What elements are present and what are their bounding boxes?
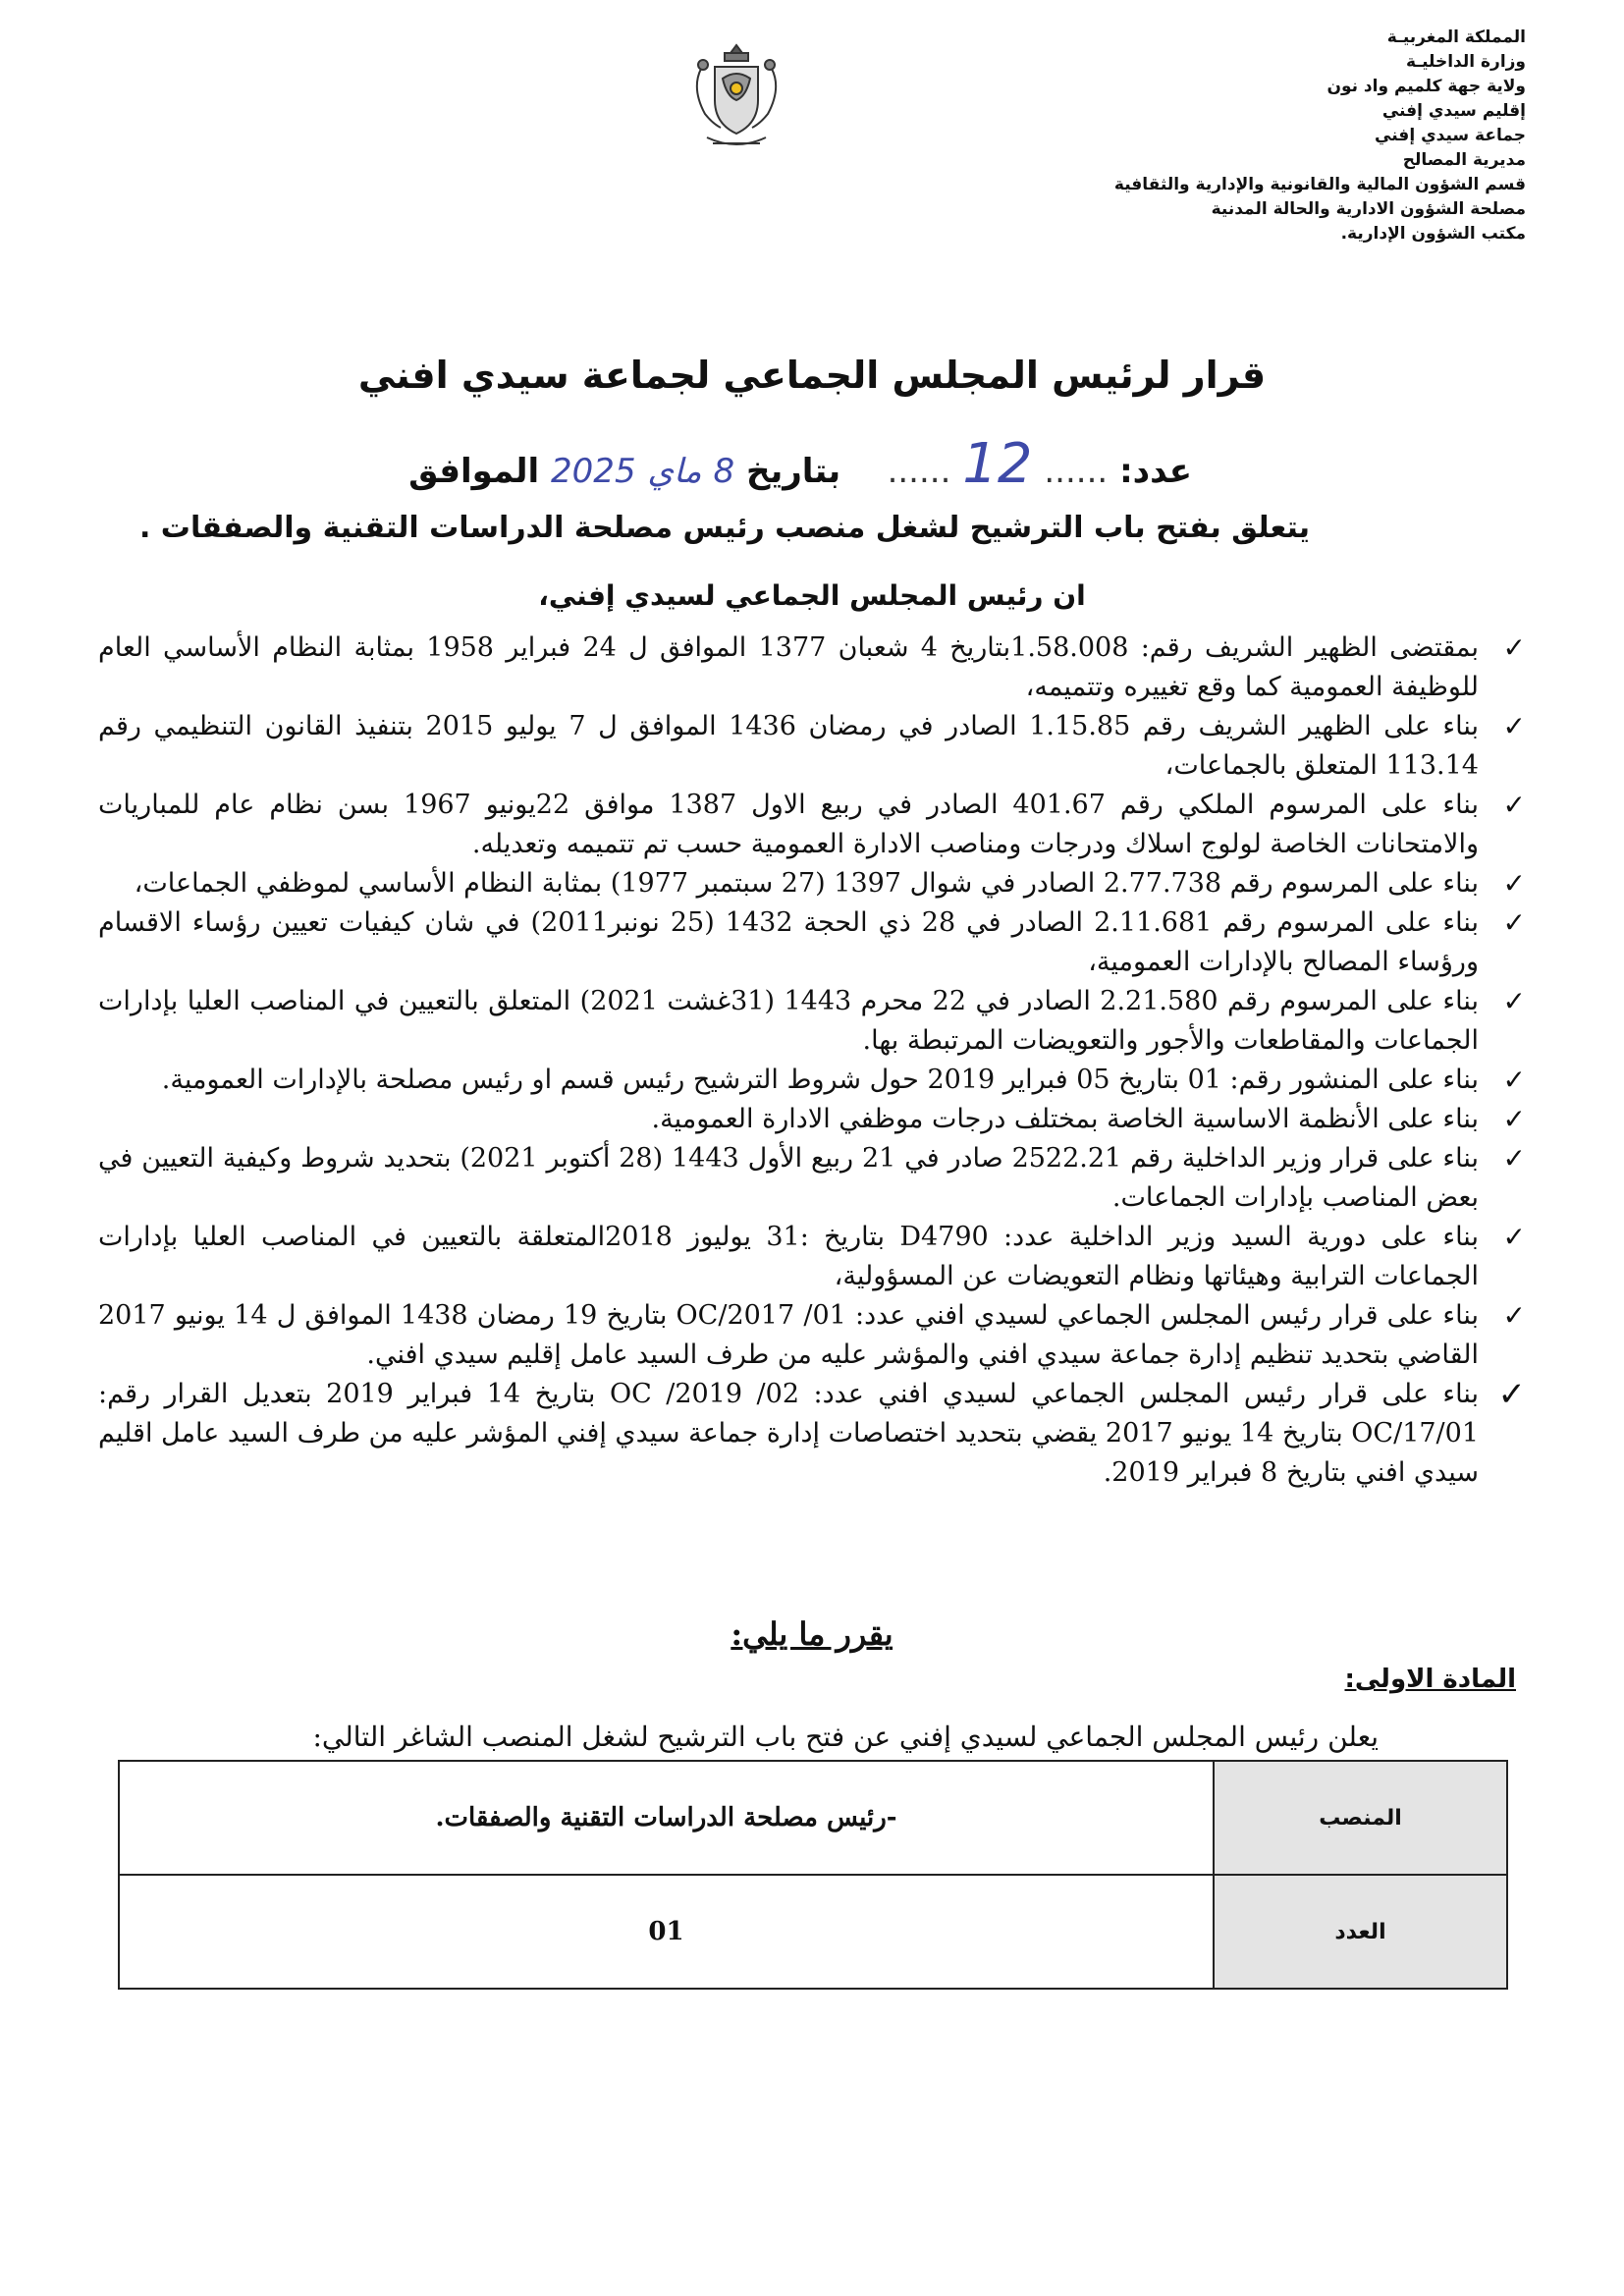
checkmark-icon: ✓ (1502, 906, 1526, 939)
date-label: بتاريخ (745, 452, 841, 491)
checkmark-icon: ✓ (1502, 631, 1526, 664)
legal-reference-item: ✓ بناء على قرار وزير الداخلية رقم 2522.21 صادر في 21 ربيع الأول 1443 (28 أكتوبر 2021) بتحديد شروط وكيفية التعيين في بعض المناصب بإدارات الجماعات. (98, 1139, 1526, 1218)
announcement-text: يعلن رئيس المجلس الجماعي لسيدي إفني عن فتح باب الترشيح لشغل المنصب الشاغر التالي: (312, 1721, 1379, 1753)
legal-reference-item: ✓ بناء على الأنظمة الاساسية الخاصة بمختلف درجات موظفي الادارة العمومية. (98, 1100, 1526, 1139)
legal-reference-item: ✓ بناء على قرار رئيس المجلس الجماعي لسيدي افني عدد: 01/ 2017/OC بتاريخ 19 رمضان 1438 الموافق ل 14 يونيو 2017 القاضي بتحديد تنظيم إدارة جماعة سيدي افني والمؤشر عليه من طرف السيد عامل إقليم سيدي افني. (98, 1296, 1526, 1375)
table-label-cell: العدد (1214, 1875, 1507, 1989)
dots: ...... (1044, 452, 1109, 491)
administrative-header (976, 26, 1526, 246)
checkmark-icon: ✓ (1502, 1221, 1526, 1253)
header-line: مكتب الشؤون الإدارية. (1340, 224, 1526, 244)
header-line: ولاية جهة كلميم واد نون (1326, 77, 1526, 96)
checkmark-icon: ✓ (1502, 1299, 1526, 1332)
checkmark-icon: ✓ (1502, 867, 1526, 900)
header-line: جماعة سيدي إفني (1375, 126, 1526, 145)
table-row (119, 1875, 1507, 1989)
dots: ...... (887, 452, 951, 491)
table-label-cell: المنصب (1214, 1761, 1507, 1875)
legal-reference-item: ✓ بناء على المرسوم رقم 2.77.738 الصادر في شوال 1397 (27 سبتمبر 1977) بمثابة النظام الأساسي لموظفي الجماعات، (98, 864, 1526, 903)
legal-reference-item: ✓ بناء على المرسوم الملكي رقم 401.67 الصادر في ربيع الاول 1387 موافق 22يونيو 1967 بسن نظام عام للمباريات والامتحانات الخاصة لولوج اسلاك ودرجات ومناصب الادارة العمومية حسب تم تتميمه وتعديله. (98, 786, 1526, 864)
legal-reference-item: ✓ بناء على الظهير الشريف رقم 1.15.85 الصادر في رمضان 1436 الموافق ل 7 يوليو 2015 بتنفيذ القانون التنظيمي رقم 113.14 المتعلق بالجماعات، (98, 707, 1526, 786)
handwritten-date-month: ماي (647, 452, 702, 491)
header-line: مصلحة الشؤون الادارية والحالة المدنية (1211, 199, 1526, 219)
checkmark-icon: ✓ (1502, 1142, 1526, 1175)
legal-reference-item: ✓ بناء على المرسوم رقم 2.21.580 الصادر في 22 محرم 1443 (31غشت 2021) المتعلق بالتعيين في المناصب العليا بإدارات الجماعات والمقاطعات والأجور والتعويضات المرتبطة بها. (98, 982, 1526, 1061)
header-line: وزارة الداخليـة (1405, 52, 1526, 72)
checkmark-icon: ✓ (1497, 1375, 1526, 1414)
legal-reference-item: ✓ بمقتضى الظهير الشريف رقم: 1.58.008بتاريخ 4 شعبان 1377 الموافق ل 24 فبراير 1958 بمثابة النظام الأساسي العام للوظيفة العمومية كما وقع تغييره وتتميمه، (98, 629, 1526, 707)
table-row (119, 1761, 1507, 1875)
table-value-cell: 01 (119, 1875, 1214, 1989)
header-line: إقليم سيدي إفني (1381, 101, 1526, 121)
decision-heading: يقرر ما يلي: (731, 1615, 893, 1653)
checkmark-icon: ✓ (1502, 1103, 1526, 1135)
decision-number-line (408, 432, 1192, 496)
legal-reference-item: ✓ بناء على المرسوم رقم 2.11.681 الصادر في 28 ذي الحجة 1432 (25 نونبر2011) في شان كيفيات تعيين رؤساء الاقسام ورؤساء المصالح بالإدارات العمومية، (98, 903, 1526, 982)
checkmark-icon: ✓ (1502, 985, 1526, 1017)
royal-coat-of-arms-icon (677, 39, 795, 157)
legal-references (98, 629, 1526, 1493)
checkmark-icon: ✓ (1502, 789, 1526, 821)
header-line: قسم الشؤون المالية والقانونية والإدارية والثقافية (1113, 175, 1526, 194)
vacancy-table (118, 1760, 1508, 1990)
table-value-cell: -رئيس مصلحة الدراسات التقنية والصفقات. (119, 1761, 1214, 1875)
date-suffix: الموافق (408, 452, 540, 491)
checkmark-icon: ✓ (1502, 710, 1526, 742)
handwritten-date-year: 2025 (551, 452, 636, 491)
header-line: مديرية المصالح (1402, 150, 1526, 170)
legal-reference-item: ✓ بناء على المنشور رقم: 01 بتاريخ 05 فبراير 2019 حول شروط الترشيح رئيس قسم او رئيس مصلحة بالإدارات العمومية. (98, 1061, 1526, 1100)
decision-title: قرار لرئيس المجلس الجماعي لجماعة سيدي افني (357, 354, 1267, 397)
handwritten-number: 12 (962, 432, 1033, 496)
legal-reference-item: ✓ بناء على قرار رئيس المجلس الجماعي لسيدي افني عدد: 02/ OC /2019 بتاريخ 14 فبراير 2019 بتعديل القرار رقم: OC/17/01 بتاريخ 14 يونيو 2017 يقضي بتحديد اختصاصات إدارة جماعة سيدي إفني المؤشر عليه من طرف السيد عامل اقليم سيدي افني بتاريخ 8 فبراير 2019. (98, 1375, 1526, 1488)
header-line: المملكة المغربيـة (1386, 27, 1526, 47)
article-one-heading: المادة الاولى: (1344, 1665, 1516, 1694)
checkmark-icon: ✓ (1502, 1064, 1526, 1096)
issuing-authority: ان رئيس المجلس الجماعي لسيدي إفني، (538, 579, 1086, 612)
legal-reference-item: ✓ بناء على دورية السيد وزير الداخلية عدد: D4790 بتاريخ :31 يوليوز 2018المتعلقة بالتعيين في المناصب العليا بإدارات الجماعات الترابية وهيئاتها ونظام التعويضات عن المسؤولية، (98, 1218, 1526, 1296)
decision-subject: يتعلق بفتح باب الترشيح لشغل منصب رئيس مصلحة الدراسات التقنية والصفقات . (138, 511, 1310, 545)
number-label: عدد: (1119, 452, 1192, 491)
handwritten-date-day: 8 (713, 452, 735, 491)
